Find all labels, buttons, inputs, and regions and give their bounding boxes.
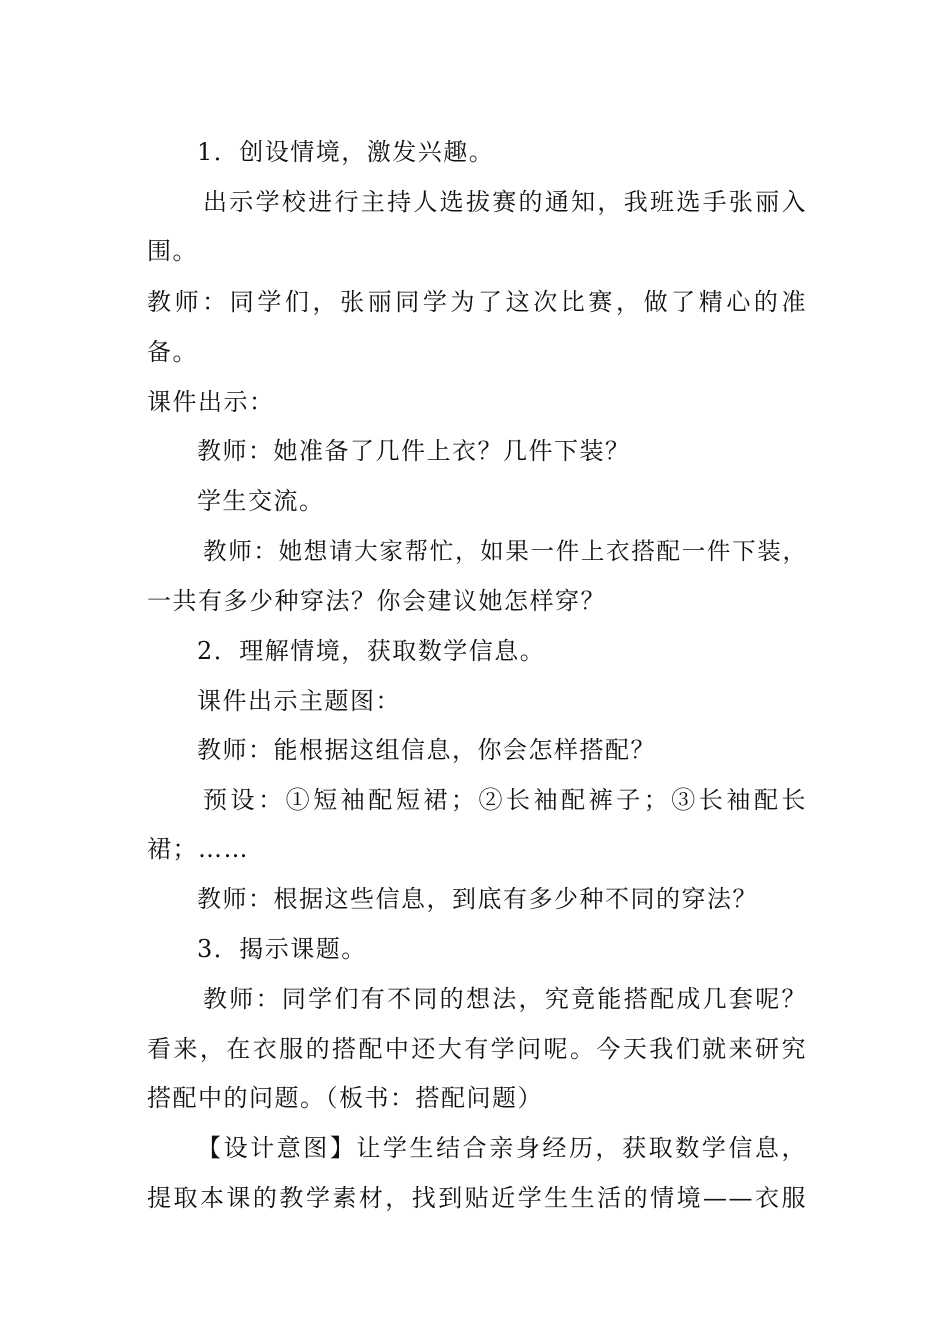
design-intent-line: 【设计意图】让学生结合亲身经历，获取数学信息，	[197, 1134, 807, 1162]
paragraph-line: 出示学校进行主持人选拔赛的通知，我班选手张丽入	[203, 188, 807, 216]
paragraph-line: 课件出示主题图：	[197, 687, 401, 715]
paragraph-line: 教师：同学们有不同的想法，究竟能搭配成几套呢？	[203, 985, 807, 1013]
paragraph-line: 教师：同学们，张丽同学为了这次比赛，做了精心的准	[147, 288, 807, 316]
paragraph-line: 一共有多少种穿法？你会建议她怎样穿？	[147, 587, 606, 615]
paragraph-line: 预设：①短袖配短裙；②长袖配裤子；③长袖配长	[203, 786, 807, 814]
paragraph-line: 看来，在衣服的搭配中还大有学问呢。今天我们就来研究	[147, 1035, 807, 1063]
paragraph-line: 课件出示：	[147, 388, 275, 416]
paragraph-line: 提取本课的教学素材，找到贴近学生生活的情境——衣服	[147, 1184, 807, 1212]
section-heading-1: 1．创设情境，激发兴趣。	[197, 138, 495, 166]
paragraph-line: 裙；……	[147, 835, 249, 863]
paragraph-line: 学生交流。	[197, 487, 325, 515]
paragraph-line: 教师：能根据这组信息，你会怎样搭配？	[197, 736, 656, 764]
section-heading-3: 3．揭示课题。	[197, 935, 367, 963]
paragraph-line: 教师：她想请大家帮忙，如果一件上衣搭配一件下装，	[203, 537, 807, 565]
paragraph-line: 教师：她准备了几件上衣？几件下装？	[197, 437, 631, 465]
paragraph-line: 教师：根据这些信息，到底有多少种不同的穿法？	[197, 885, 758, 913]
paragraph-line: 搭配中的问题。（板书：搭配问题）	[147, 1084, 543, 1112]
paragraph-line: 围。	[147, 237, 198, 265]
paragraph-line: 备。	[147, 338, 198, 366]
section-heading-2: 2．理解情境，获取数学信息。	[197, 637, 546, 665]
